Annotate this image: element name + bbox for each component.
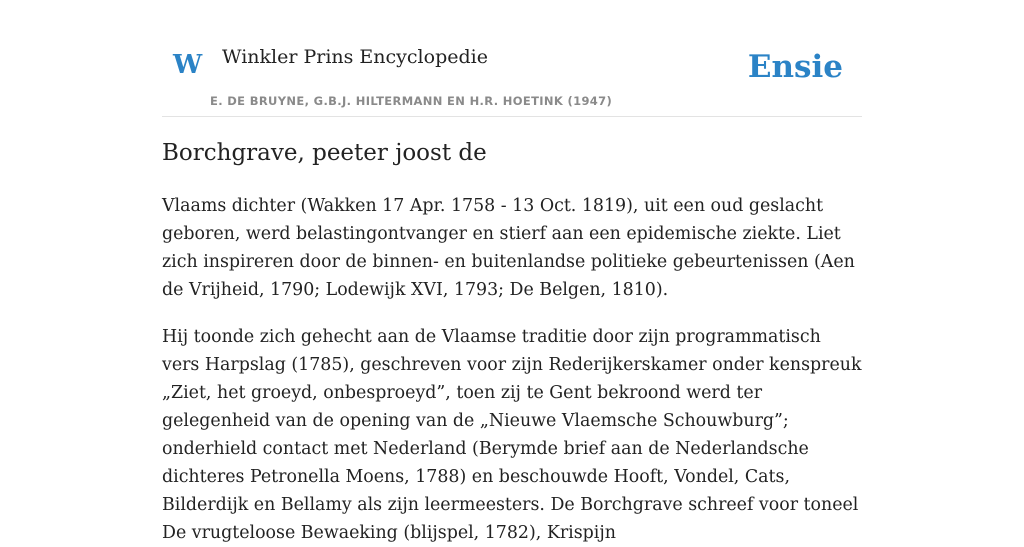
book-title[interactable]: Winkler Prins Encyclopedie — [222, 46, 488, 68]
site-header — [162, 0, 862, 117]
article-title: Borchgrave, peeter joost de — [162, 140, 487, 166]
book-authors: E. DE BRUYNE, G.B.J. HILTERMANN EN H.R. HOETINK (1947) — [210, 94, 613, 108]
content-container — [162, 0, 862, 543]
article-paragraph-2: Hij toonde zich gehecht aan de Vlaamse traditie door zijn programmatisch vers Harpslag (1785), geschreven voor zijn Rederijkerskamer onder kenspreuk „Ziet, het groeyd, onbesproeyd”, toen zij te Gent bekroond werd ter gelegenheid van de opening van de „Nieuwe Vlaemsche Schouwburg”; onderhield contact met Nederland (Berymde brief aan de Nederlandsche dichteres Petronella Moens, 1788) en beschouwde Hooft, Vondel, Cats, Bilderdijk en Bellamy als zijn leermeesters. De Borchgrave schreef voor toneel De vrugteloose Bewaeking (blijspel, 1782), Krispijn — [162, 327, 862, 543]
book-logo-w[interactable]: W — [173, 50, 203, 80]
ensie-brand-logo[interactable]: Ensie — [747, 49, 843, 85]
article-paragraph-1: Vlaams dichter (Wakken 17 Apr. 1758 - 13 Oct. 1819), uit een oud geslacht geboren, werd belastingontvanger en stierf aan een epidemische ziekte. Liet zich inspireren door de binnen- en buitenlandse politieke gebeurtenissen (Aen de Vrijheid, 1790; Lodewijk XVI, 1793; De Belgen, 1810). — [162, 196, 855, 300]
